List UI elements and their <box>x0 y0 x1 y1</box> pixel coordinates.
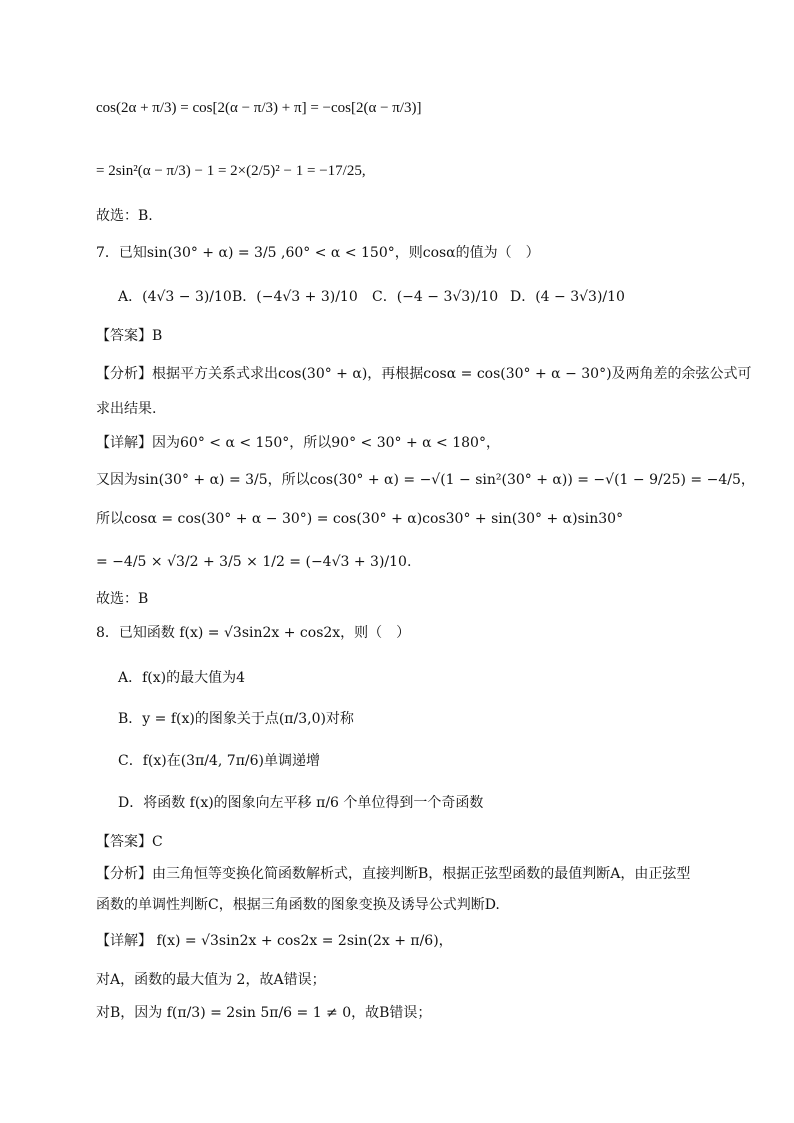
detail-8-line-3: 对B，因为 f(π/3) = 2sin 5π/6 = 1 ≠ 0，故B错误； <box>96 1005 432 1021</box>
analysis-7-line-2: 求出结果. <box>96 401 157 417</box>
detail-8-line-2: 对A，函数的最大值为 2，故A错误； <box>96 972 326 988</box>
q8-option-b: B．y = f(x)的图象关于点(π/3,0)对称 <box>118 711 354 727</box>
q7-option-b: B．(−4√3 + 3)/10 <box>232 289 358 305</box>
question-8: 8．已知函数 f(x) = √3sin2x + cos2x，则（ ） <box>96 625 411 641</box>
analysis-8-line-1: 【分析】由三角恒等变换化简函数解析式，直接判断B，根据正弦型函数的最值判断A，由正弦型 <box>96 866 691 882</box>
detail-7-line-4: = −4/5 × √3/2 + 3/5 × 1/2 = (−4√3 + 3)/10. <box>96 554 412 570</box>
question-7: 7．已知sin(30° + α) = 3/5 ,60° < α < 150°，则cosα的值为（ ） <box>96 245 540 261</box>
q7-option-a: A．(4√3 − 3)/10 <box>118 289 232 305</box>
answer-7: 【答案】B <box>96 328 163 344</box>
analysis-7-line-1: 【分析】根据平方关系式求出cos(30° + α)，再根据cosα = cos(30° + α − 30°)及两角差的余弦公式可 <box>96 366 752 382</box>
q8-option-a: A．f(x)的最大值为4 <box>118 670 246 686</box>
detail-7-line-2: 又因为sin(30° + α) = 3/5，所以cos(30° + α) = −√(1 − sin²(30° + α)) = −√(1 − 9/25) = −4/5， <box>96 472 755 488</box>
detail-8-line-1: 【详解】 f(x) = √3sin2x + cos2x = 2sin(2x + π/6)， <box>96 933 453 949</box>
equation-line-2: = 2sin²(α − π/3) − 1 = 2×(2/5)² − 1 = −17/25, <box>96 163 366 179</box>
detail-7-line-1: 【详解】因为60° < α < 150°，所以90° < 30° + α < 180°， <box>96 435 500 451</box>
equation-line-1: cos(2α + π/3) = cos[2(α − π/3) + π] = −cos[2(α − π/3)] <box>96 100 422 116</box>
answer-select-6: 故选：B. <box>96 208 153 224</box>
q8-option-d: D．将函数 f(x)的图象向左平移 π/6 个单位得到一个奇函数 <box>118 795 484 811</box>
q7-option-c: C．(−4 − 3√3)/10 <box>372 289 499 305</box>
detail-7-line-3: 所以cosα = cos(30° + α − 30°) = cos(30° + α)cos30° + sin(30° + α)sin30° <box>96 511 624 527</box>
answer-select-7: 故选：B <box>96 591 149 607</box>
q8-option-c: C．f(x)在(3π/4, 7π/6)单调递增 <box>118 753 321 769</box>
q7-option-d: D．(4 − 3√3)/10 <box>510 289 625 305</box>
analysis-8-line-2: 函数的单调性判断C，根据三角函数的图象变换及诱导公式判断D. <box>96 897 500 913</box>
answer-8: 【答案】C <box>96 834 163 850</box>
